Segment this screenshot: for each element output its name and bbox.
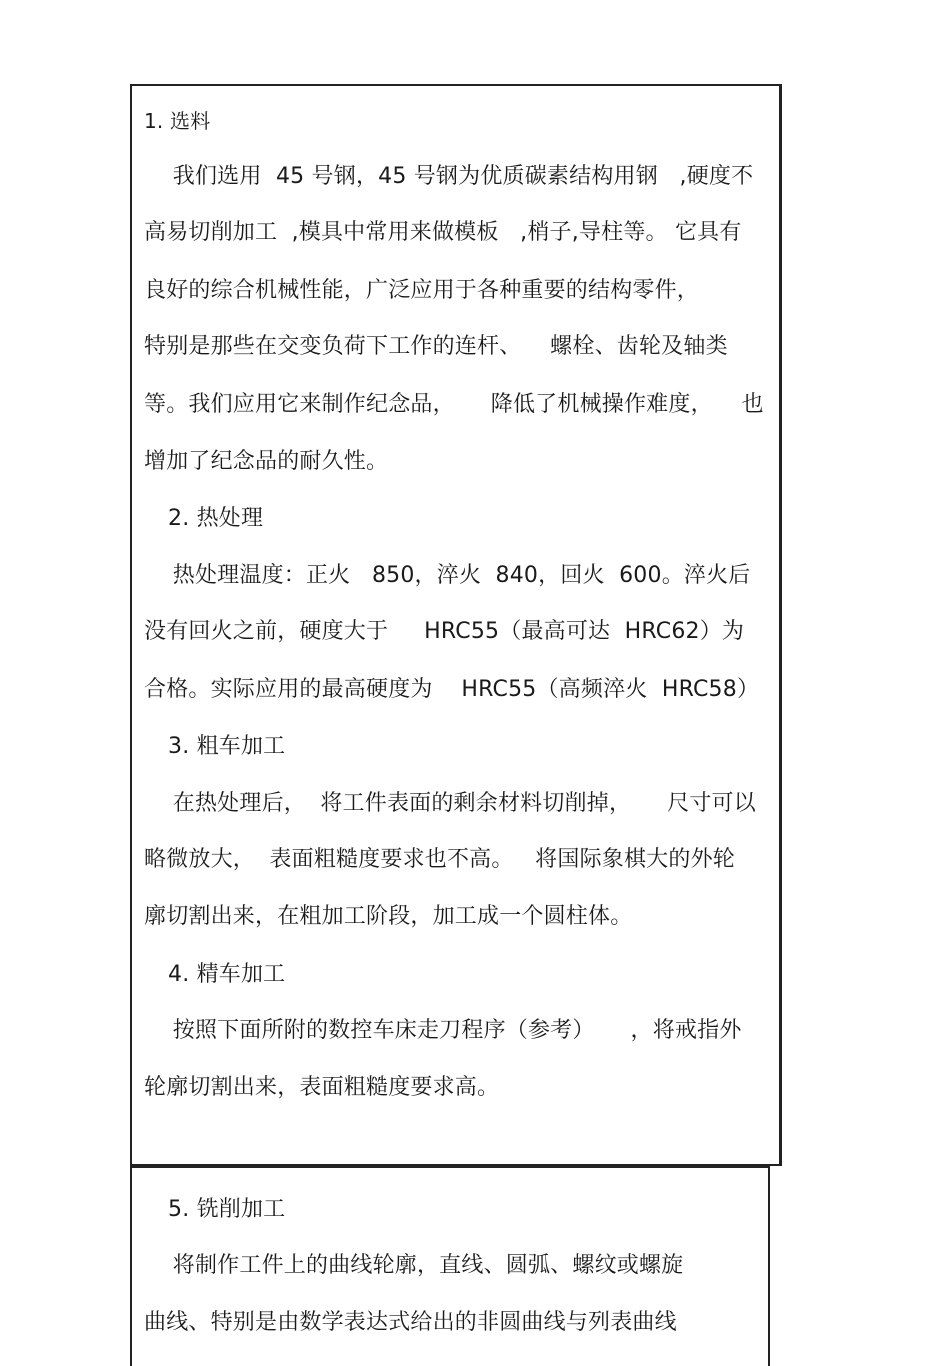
paragraph-line: 高易切削加工 ,模具中常用来做模板 ,梢子,导柱等。 它具有 [144, 220, 742, 245]
paragraph-line: 将制作工件上的曲线轮廓，直线、圆弧、螺纹或螺旋 [144, 1253, 684, 1278]
paragraph-line: 合格。实际应用的最高硬度为 HRC55（高频淬火 HRC58） [144, 677, 760, 702]
paragraph-line: 我们选用 45 号钢，45 号钢为优质碳素结构用钢 ,硬度不 [144, 164, 754, 189]
paragraph-line: 曲线、特别是由数学表达式给出的非圆曲线与列表曲线 [144, 1310, 677, 1335]
paragraph-line: 按照下面所附的数控车床走刀程序（参考） ，将戒指外 [144, 1018, 742, 1043]
paragraph-line: 增加了纪念品的耐久性。 [144, 449, 389, 474]
paragraph-line: 热处理温度：正火 850，淬火 840，回火 600。淬火后 [144, 563, 751, 588]
paragraph-line: 特别是那些在交变负荷下工作的连杆、 螺栓、齿轮及轴类 [144, 334, 728, 359]
section-heading-rough-turning: 3. 粗车加工 [168, 734, 286, 759]
paragraph-line: 略微放大， 表面粗糙度要求也不高。 将国际象棋大的外轮 [144, 847, 735, 872]
paragraph-line: 廓切割出来，在粗加工阶段，加工成一个圆柱体。 [144, 904, 633, 929]
section-heading-heat-treatment: 2. 热处理 [168, 506, 264, 531]
paragraph-line: 在热处理后， 将工件表面的剩余材料切削掉， 尺寸可以 [144, 791, 756, 816]
section-heading-finish-turning: 4. 精车加工 [168, 962, 286, 987]
paragraph-line: 轮廓切割出来，表面粗糙度要求高。 [144, 1075, 500, 1100]
paragraph-line: 等。我们应用它来制作纪念品， 降低了机械操作难度， 也 [144, 392, 764, 417]
paragraph-line: 没有回火之前，硬度大于 HRC55（最高可达 HRC62）为 [144, 619, 745, 644]
section-heading-milling: 5. 铣削加工 [168, 1197, 286, 1222]
paragraph-line: 良好的综合机械性能，广泛应用于各种重要的结构零件， [144, 278, 700, 303]
section-heading-material: 1. 选料 [144, 109, 211, 133]
